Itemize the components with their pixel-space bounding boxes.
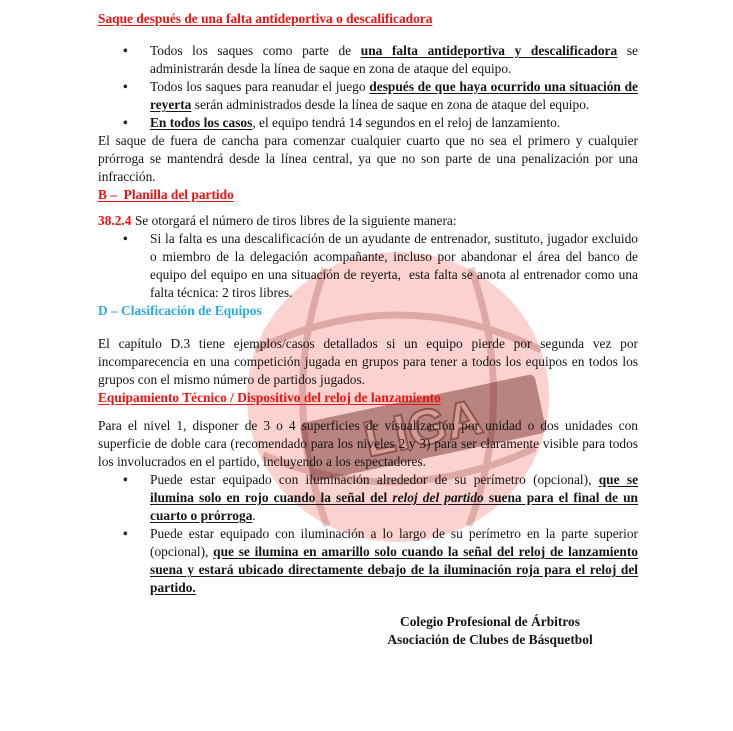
text-run-bold-underline: que se ilumina solo en rojo cuando la señal del: [150, 472, 639, 505]
list-item: [98, 471, 638, 525]
paragraph-capitulo-d3: El capítulo D.3 tiene ejemplos/casos detallados si un equipo pierde por segunda vez por incomparecencia en una competición jugada en grupos para tener a todos los equipos en todos los grupos con el mismo número de partidos jugados.: [98, 336, 638, 387]
text-run-bold-underline: que se ilumina en amarillo solo cuando la señal del reloj de lanzamiento suena y estará ubicado directamente debajo de la iluminación roja para el reloj del partido.: [150, 544, 638, 595]
bullet-list-iluminacion: [98, 471, 638, 597]
list-item: [98, 42, 638, 78]
text-run-bold-underline: suena para el final de un cuarto o prórroga: [150, 490, 639, 523]
rule-38-2-4-line: [98, 212, 638, 230]
heading-planilla: B – Planilla del partido: [98, 187, 234, 202]
text-run: .: [252, 508, 256, 523]
text-run-bold-italic-underline: reloj del partido: [392, 490, 484, 505]
text-run: Se otorgará el número de tiros libres de la siguiente manera:: [131, 213, 457, 228]
paragraph-saque-fuera: El saque de fuera de cancha para comenzar cualquier cuarto que no sea el primero y cualquier prórroga se mantendrá desde la línea central, ya que no son parte de una penalización por una infracción.: [98, 133, 638, 184]
text-run: Puede estar equipado con iluminación a lo largo de su perímetro en la parte superior (opcional),: [150, 526, 638, 559]
list-item: [98, 525, 638, 597]
list-item: • Si la falta es una descalificación de un ayudante de entrenador, sustituto, jugador excluido o miembro de la delegación acompañante, incluso por abandonar el área del banco de equipo del equipo en una situación de reyerta, esta falta se anota al entrenador como una falta técnica: 2 tiros libres.: [98, 230, 638, 302]
text-run-bold-underline: después de que haya ocurrido una situación de reyerta: [150, 79, 638, 112]
text-run: se administrarán desde la línea de saque en zona de ataque del equipo.: [150, 43, 638, 76]
bullet-list-tiros-libres: [98, 230, 638, 302]
heading-equipamiento: Equipamiento Técnico / Dispositivo del reloj de lanzamiento: [98, 390, 441, 405]
paragraph-nivel-1: Para el nivel 1, disponer de 3 o 4 superficies de visualización por unidad o dos unidades con superficie de doble cara (recomendado para los niveles 2 y 3) para ser claramente visible para todos los involucrados en el partido, incluyendo a los espectadores.: [98, 418, 638, 469]
text-run: , el equipo tendrá 14 segundos en el reloj de lanzamiento.: [252, 115, 561, 130]
list-item: [98, 78, 638, 114]
text-run: Todos los saques para reanudar el juego: [150, 79, 370, 94]
logo-banner-text: LIGA: [358, 388, 488, 468]
rule-number: 38.2.4: [98, 213, 132, 228]
footer-line-colegio: Colegio Profesional de Árbitros: [400, 614, 580, 629]
text-run: Todos los saques como parte de: [150, 43, 361, 58]
text-run-bold-underline: una falta antideportiva y descalificadora: [360, 43, 618, 58]
footer-line-asociacion: Asociación de Clubes de Básquetbol: [387, 632, 593, 647]
heading-saque-falta: Saque después de una falta antideportiva o descalificadora: [98, 11, 433, 26]
text-run: Puede estar equipado con iluminación alrededor de su perímetro (opcional),: [150, 472, 599, 487]
list-item: [98, 114, 638, 132]
text-run: serán administrados desde la línea de saque en zona de ataque del equipo.: [191, 97, 590, 112]
bullet-list-saques: [98, 42, 638, 132]
text-run-bold-underline: En todos los casos: [150, 115, 253, 130]
heading-clasificacion: D – Clasificación de Equipos: [98, 303, 262, 318]
document-footer: [340, 613, 640, 649]
